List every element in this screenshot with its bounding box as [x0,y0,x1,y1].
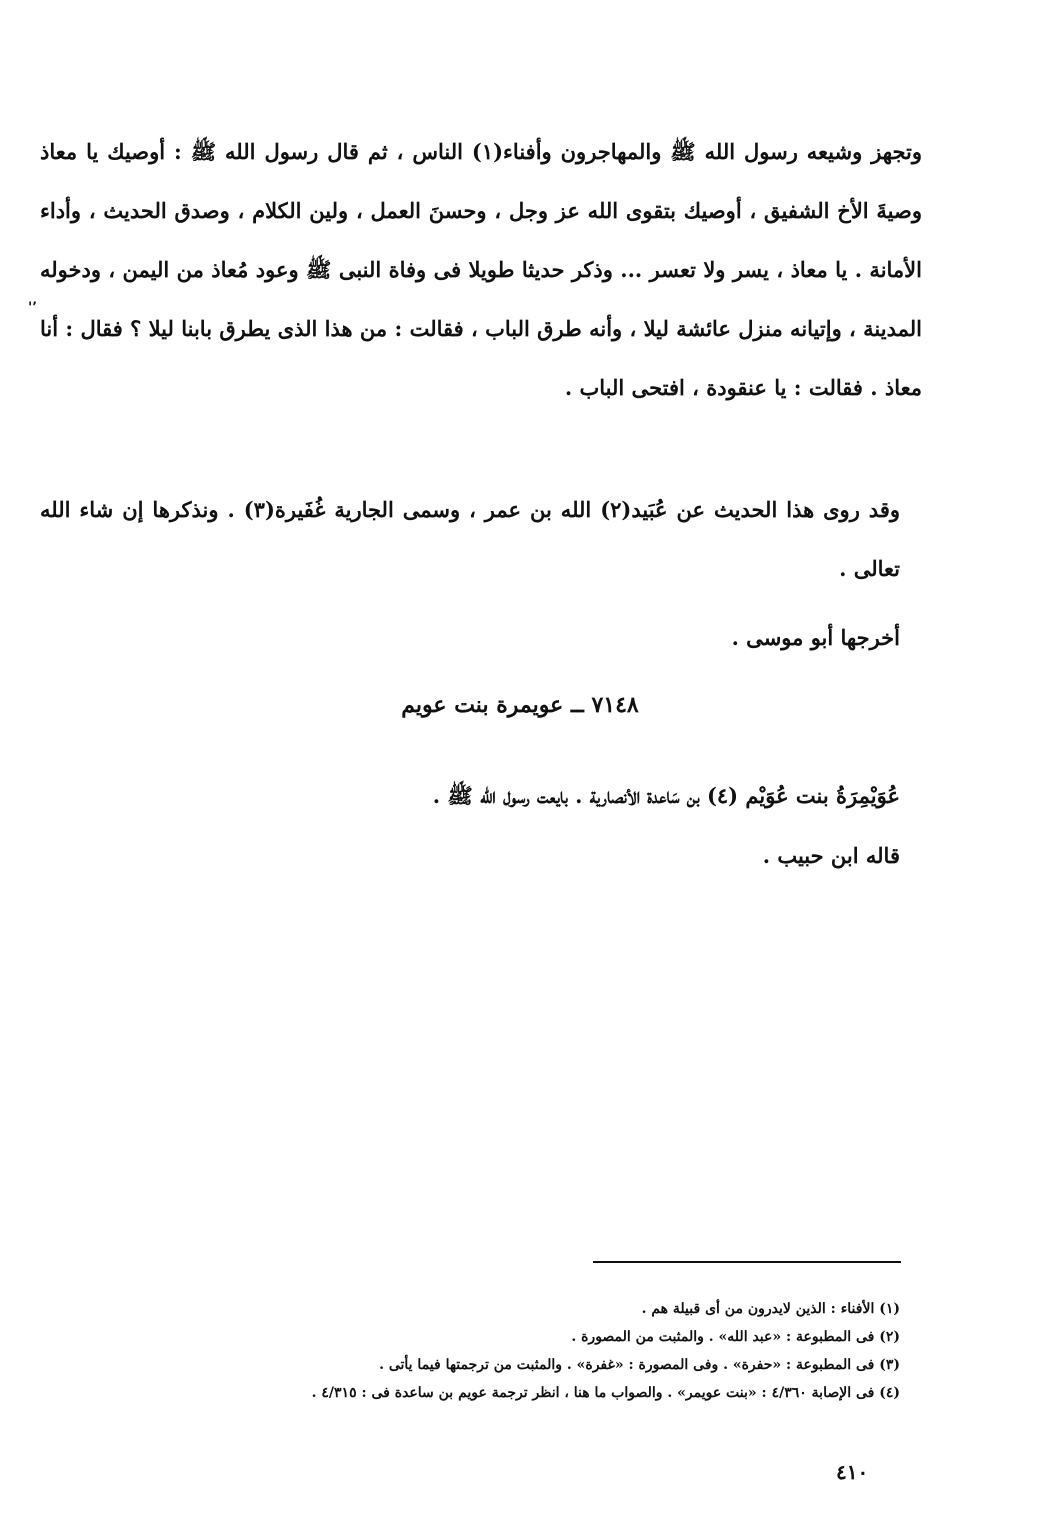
body-paragraph-1: وتجهز وشيعه رسول الله ﷺ والمهاجرون وأفناء(١) الناس ، ثم قال رسول الله ﷺ : أوصيك يا معاذ وصيةَ الأخ الشفيق ، أوصيك بتقوى الله عز وجل ، وحسنَ العمل ، ولين الكلام ، وصدق الحديث ، وأداء الأمانة . يا معاذ ، يسر ولا تعسر ... وذكر حديثا طويلا فى وفاة النبى ﷺ وعود مُعاذ من اليمن ، ودخوله المدينة ، وإتيانه منزل عائشة ليلا ، وأنه طرق الباب ، فقالت : من هذا الذى يطرق بابنا ليلا ؟ فقال : أنا معاذ . فقالت : يا عنقودة ، افتحى الباب . [40,139,922,400]
body-paragraph-3: أخرجها أبو موسى . [731,625,900,650]
footnote-1: (١) الأفناء : الذين لايدرون من أى قبيلة هم . [641,1301,900,1317]
entry-title: ٧١٤٨ ــ عويمرة بنت عويم [401,692,639,718]
footnote-2: (٢) فى المطبوعة : «عبد الله» . والمثبت من المصورة . [571,1329,900,1345]
page-number: ٤١٠ [836,1460,869,1484]
footnote-divider [593,1261,901,1263]
margin-mark: ٬' [28,300,37,316]
body-paragraph-4: عُوَيْمِرَةُ بنت عُوَيْم (٤) بن سَاعدة الأنصارية . بايعت رسول الله ﷺ . [432,783,900,808]
footnote-3: (٣) فى المطبوعة : «حفرة» . وفى المصورة : «غفرة» . والمثبت من ترجمتها فيما يأتى . [379,1357,900,1373]
footnotes [100,1295,900,1407]
body-paragraph-5: قاله ابن حبيب . [762,843,900,868]
footnote-4: (٤) فى الإصابة ٤/٣٦٠ : «بنت عويمر» . والصواب ما هنا ، انظر ترجمة عويم بن ساعدة فى : ٤/٣١٥ . [311,1385,900,1401]
body-paragraph-2: وقد روى هذا الحديث عن عُبَيد(٢) الله بن عمر ، وسمى الجارية غُفَيرة(٣) . ونذكرها إن شاء الله تعالى . [40,497,900,581]
